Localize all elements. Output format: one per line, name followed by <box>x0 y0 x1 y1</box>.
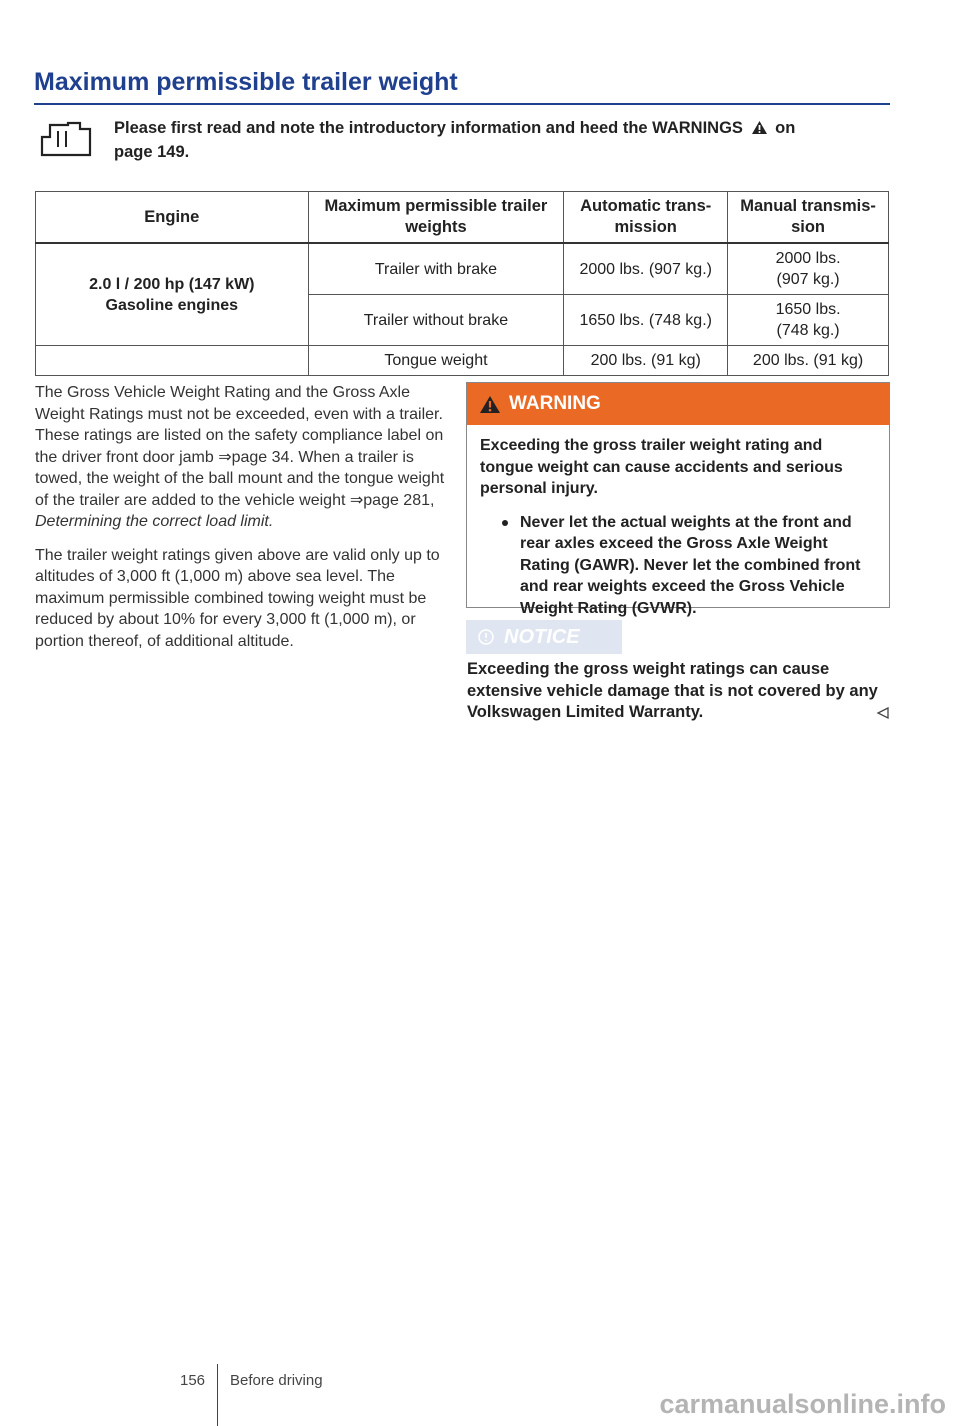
notice-header: NOTICE <box>466 620 622 654</box>
warning-icon <box>479 395 501 414</box>
automatic-value: 1650 lbs. (748 kg.) <box>564 295 728 346</box>
watermark: carmanualsonline.info <box>659 1389 946 1419</box>
body-text <box>35 382 451 664</box>
engine-cell: 2.0 l / 200 hp (147 kW) Gasoline engines <box>36 243 309 346</box>
warning-body <box>467 425 889 619</box>
title-rule <box>34 103 890 105</box>
header-max-weights: Maximum permissible trailer weights <box>308 192 564 244</box>
cross-reference[interactable]: Determining the correct load limit. <box>35 513 274 530</box>
header-manual: Manual transmis-sion <box>728 192 889 244</box>
warning-bullet: Never let the actual weights at the front and rear axles exceed the Gross Axle Weight Rating (GAWR). Never let the combined front and rear weights exceed the Gross Vehicle Weight Rating (GVWR). <box>480 512 877 620</box>
engine-cell-empty <box>36 346 309 376</box>
intro-line-1: Please first read and note the introductory information and heed the WARNINGS on <box>114 119 796 137</box>
automatic-value: 200 lbs. (91 kg) <box>564 346 728 376</box>
trailer-weight-table <box>35 191 889 376</box>
footer-divider <box>217 1364 218 1426</box>
paragraph-weight-ratings: The Gross Vehicle Weight Rating and the Gross Axle Weight Ratings must not be exceeded, even with a trailer. These ratings are listed on the safety compliance label on the driver front door jamb ⇒page 34. When a trailer is towed, the weight of the ball mount and the tongue weight of the trailer are added to the vehicle weight ⇒page 281, Determining the correct load limit. <box>35 384 445 530</box>
end-of-section-icon <box>876 706 890 720</box>
intro-line-2: page 149. <box>114 143 190 161</box>
warning-triangle-icon <box>751 120 768 135</box>
row-label: Trailer without brake <box>308 295 564 346</box>
row-label: Tongue weight <box>308 346 564 376</box>
header-automatic: Automatic trans-mission <box>564 192 728 244</box>
page-number: 156 <box>180 1372 206 1389</box>
warning-text: Exceeding the gross trailer weight rating and tongue weight can cause accidents and serious personal injury. <box>480 437 843 497</box>
page-title: Maximum permissible trailer weight <box>34 68 458 96</box>
row-label: Trailer with brake <box>308 243 564 295</box>
warning-box <box>466 382 890 617</box>
section-name: Before driving <box>230 1372 323 1389</box>
notice-icon <box>478 629 494 645</box>
warning-header: WARNING <box>467 383 889 425</box>
paragraph-altitude: The trailer weight ratings given above are valid only up to altitudes of 3,000 ft (1,000 m) above sea level. The maximum permissible combined towing weight must be reduced by about 10% for every 3,000 ft (1,000 m), or portion thereof, of additional altitude. <box>35 546 440 650</box>
manual-value: 1650 lbs. (748 kg.) <box>728 295 889 346</box>
manual-value: 200 lbs. (91 kg) <box>728 346 889 376</box>
automatic-value: 2000 lbs. (907 kg.) <box>564 243 728 295</box>
book-icon <box>38 117 96 161</box>
header-engine: Engine <box>36 192 309 244</box>
manual-value: 2000 lbs. (907 kg.) <box>728 243 889 295</box>
notice-text: Exceeding the gross weight ratings can cause extensive vehicle damage that is not covered by any Volkswagen Limited Warranty. <box>467 660 878 721</box>
